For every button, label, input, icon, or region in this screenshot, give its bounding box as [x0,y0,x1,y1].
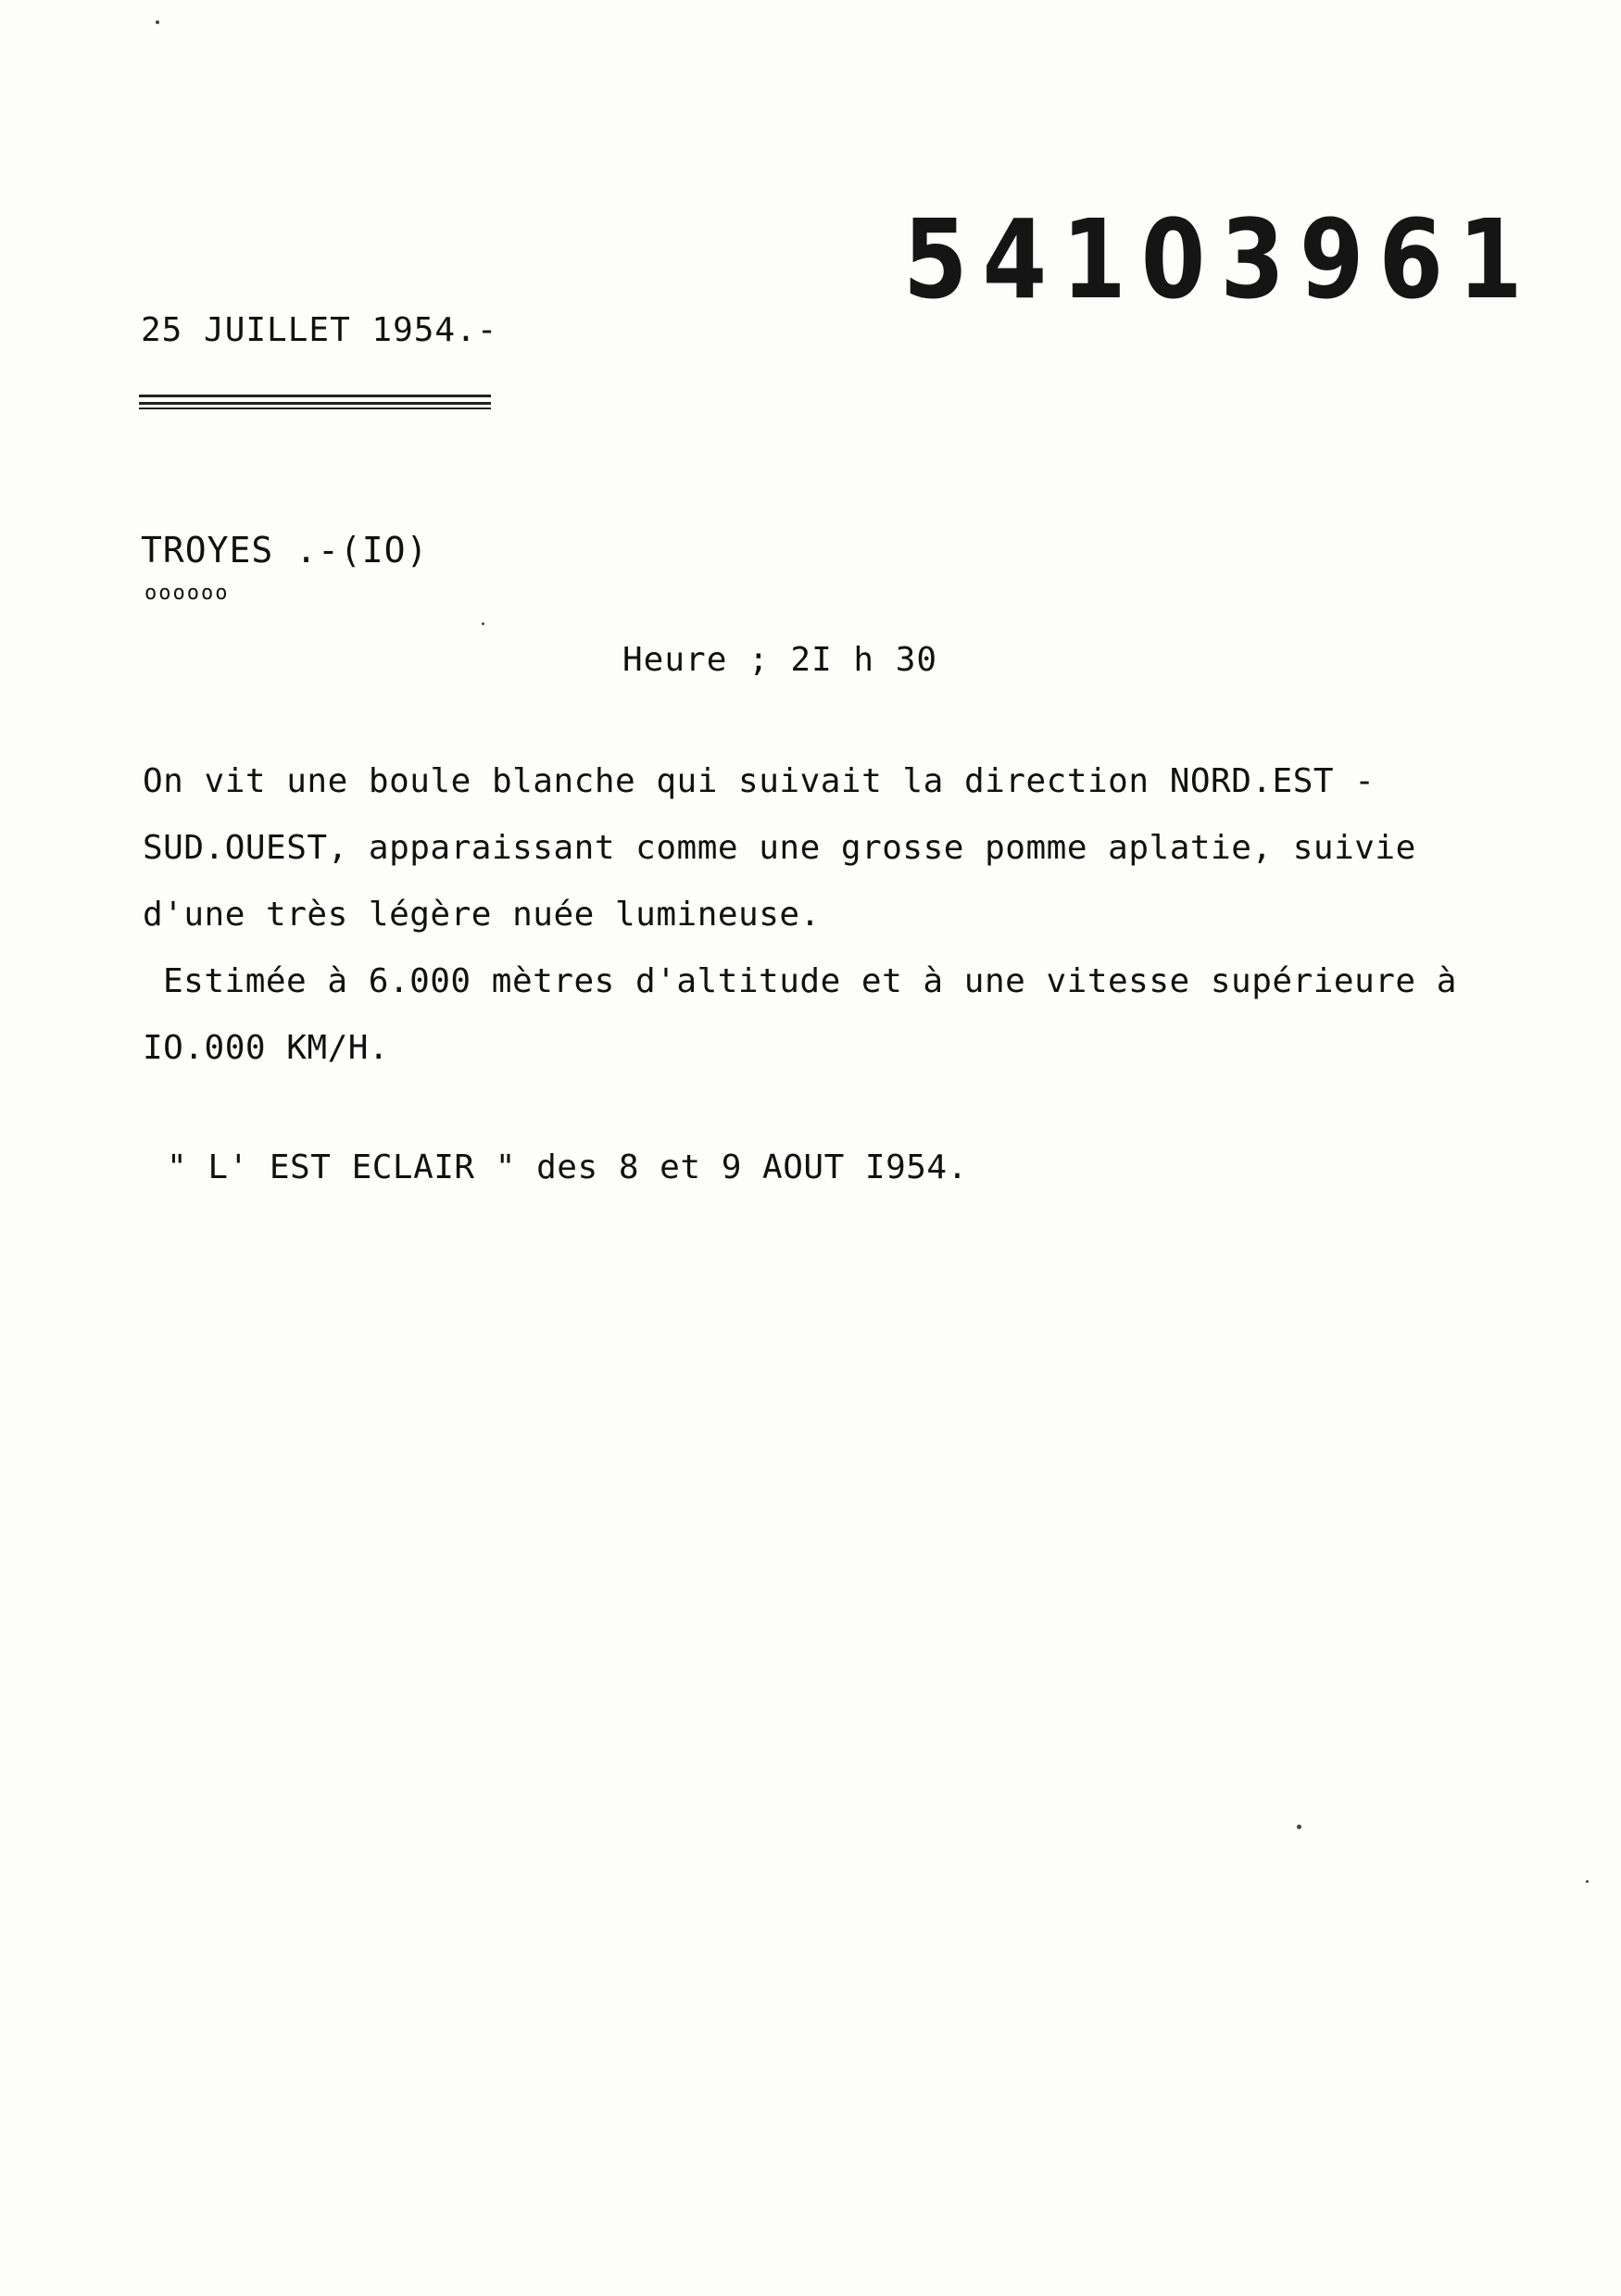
body-line: d'une très légère nuée lumineuse. [143,896,821,934]
body-line: Estimée à 6.000 mètres d'altitude et à une vitesse supérieure à [163,962,1457,1000]
report-date: 25 JUILLET 1954.- [141,311,498,349]
location-heading: TROYES .-(IO) [141,530,429,571]
body-line: On vit une boule blanche qui suivait la direction NORD.EST - [143,762,1376,800]
scan-speck [156,20,159,24]
location-underline: oooooo [145,582,230,605]
scan-speck [1586,1880,1589,1883]
body-line: IO.000 KM/H. [143,1029,390,1067]
date-underline [139,395,491,397]
scan-speck [482,622,484,625]
scan-speck [1297,1825,1301,1829]
body-line: SUD.OUEST, apparaissant comme une grosse pomme aplatie, suivie [143,829,1416,867]
date-underline [139,408,491,409]
document-number: 54103961 [903,195,1538,324]
source-citation: " L' EST ECLAIR " des 8 et 9 AOUT I954. [167,1148,968,1186]
report-body [143,748,1551,1082]
date-underline [139,402,491,405]
observation-time: Heure ; 2I h 30 [622,641,938,679]
